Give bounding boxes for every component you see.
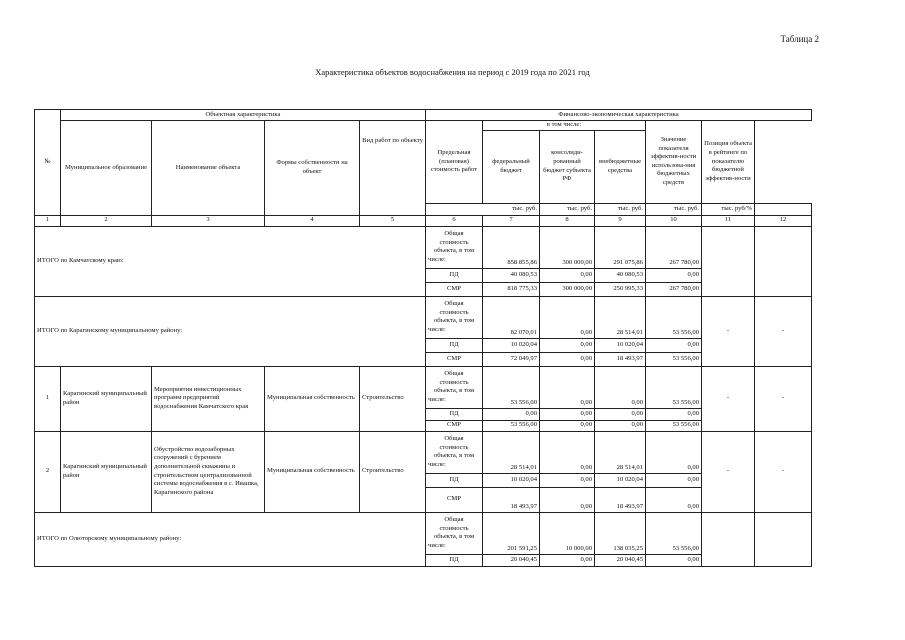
total-label: ИТОГО по Олюторскому муниципальному району: bbox=[35, 512, 426, 566]
value-cell: 0,00 bbox=[483, 408, 540, 420]
value-cell: 291 075,86 bbox=[595, 226, 646, 268]
value-cell: 10 020,04 bbox=[483, 473, 540, 487]
value-cell: 28 514,01 bbox=[595, 296, 646, 338]
value-cell: 10 020,04 bbox=[483, 338, 540, 352]
row-total-label: Общая стоимость объекта, в том числе: bbox=[426, 366, 483, 408]
unit-federal: тыс. руб. bbox=[540, 203, 595, 215]
value-cell: 138 035,25 bbox=[595, 512, 646, 554]
total-label: ИТОГО по Камчатскому краю: bbox=[35, 226, 426, 296]
position-cell: - bbox=[755, 366, 812, 431]
object-ownership: Муниципальная собственность bbox=[265, 431, 360, 512]
row-total-label: Общая стоимость объекта, в том числе: bbox=[426, 296, 483, 338]
unit-position bbox=[755, 203, 812, 215]
value-cell: 28 514,01 bbox=[595, 431, 646, 473]
row-smr-label: СМР bbox=[426, 487, 483, 512]
row-total-label: Общая стоимость объекта, в том числе: bbox=[426, 226, 483, 268]
row-pd-label: ПД bbox=[426, 338, 483, 352]
value-cell: 0,00 bbox=[540, 408, 595, 420]
header-cost: Предельная (плановая) стоимость работ bbox=[426, 121, 483, 204]
value-cell: 40 080,53 bbox=[483, 268, 540, 282]
header-object-name: Наименование объекта bbox=[152, 121, 265, 216]
table-row bbox=[35, 366, 812, 408]
col-number-8: 8 bbox=[540, 215, 595, 226]
header-consolidated: консолиди-рованный бюджет субъекта РФ bbox=[540, 130, 595, 203]
object-ownership: Муниципальная собственность bbox=[265, 366, 360, 431]
value-cell: 0,00 bbox=[540, 352, 595, 366]
value-cell: 53 556,00 bbox=[483, 366, 540, 408]
value-cell: 53 556,00 bbox=[646, 366, 702, 408]
value-cell: 0,00 bbox=[540, 338, 595, 352]
row-total-label: Общая стоимость объекта, в том числе: bbox=[426, 431, 483, 473]
value-cell: 18 493,97 bbox=[595, 487, 646, 512]
object-municipality: Карагинский муниципальный район bbox=[61, 366, 152, 431]
col-number-2: 2 bbox=[61, 215, 152, 226]
object-number: 1 bbox=[35, 366, 61, 431]
unit-extrabudget: тыс. руб. bbox=[646, 203, 702, 215]
efficiency-cell: - bbox=[702, 366, 755, 431]
header-work-type: Вид работ по объекту bbox=[360, 121, 426, 216]
object-work-type: Строительство bbox=[360, 366, 426, 431]
value-cell: 0,00 bbox=[540, 554, 595, 566]
efficiency-cell: - bbox=[702, 296, 755, 366]
unit-efficiency: тыс. руб/% bbox=[702, 203, 755, 215]
col-number-11: 11 bbox=[702, 215, 755, 226]
row-pd-label: ПД bbox=[426, 268, 483, 282]
header-federal: федеральный бюджет bbox=[483, 130, 540, 203]
header-finance-group: Финансово-экономическая характеристика bbox=[426, 110, 812, 121]
table-row bbox=[35, 512, 812, 554]
table-row bbox=[35, 226, 812, 268]
position-cell bbox=[755, 226, 812, 296]
total-label: ИТОГО по Карагинскому муниципальному району: bbox=[35, 296, 426, 366]
efficiency-cell bbox=[702, 226, 755, 296]
value-cell: 53 556,00 bbox=[646, 512, 702, 554]
value-cell: 267 780,00 bbox=[646, 226, 702, 268]
col-number-7: 7 bbox=[483, 215, 540, 226]
value-cell: 300 000,00 bbox=[540, 282, 595, 296]
row-pd-label: ПД bbox=[426, 408, 483, 420]
value-cell: 10 020,04 bbox=[595, 473, 646, 487]
value-cell: 0,00 bbox=[540, 420, 595, 431]
value-cell: 18 493,97 bbox=[595, 352, 646, 366]
row-total-label: Общая стоимость объекта, в том числе: bbox=[426, 512, 483, 554]
unit-consolidated: тыс. руб. bbox=[595, 203, 646, 215]
value-cell: 53 556,00 bbox=[646, 296, 702, 338]
value-cell: 0,00 bbox=[646, 338, 702, 352]
col-number-5: 5 bbox=[360, 215, 426, 226]
efficiency-cell bbox=[702, 512, 755, 566]
value-cell: 53 556,00 bbox=[483, 420, 540, 431]
value-cell: 0,00 bbox=[540, 431, 595, 473]
col-number-12: 12 bbox=[755, 215, 812, 226]
value-cell: 0,00 bbox=[595, 420, 646, 431]
value-cell: 0,00 bbox=[646, 473, 702, 487]
object-name: Мероприятия инвестиционных программ предприятий водоснабжения Камчатского края bbox=[152, 366, 265, 431]
col-number-4: 4 bbox=[265, 215, 360, 226]
col-number-9: 9 bbox=[595, 215, 646, 226]
value-cell: 82 070,01 bbox=[483, 296, 540, 338]
value-cell: 20 040,45 bbox=[483, 554, 540, 566]
value-cell: 300 000,00 bbox=[540, 226, 595, 268]
value-cell: 40 080,53 bbox=[595, 268, 646, 282]
efficiency-cell: - bbox=[702, 431, 755, 512]
value-cell: 0,00 bbox=[540, 268, 595, 282]
row-smr-label: СМР bbox=[426, 352, 483, 366]
table-row bbox=[35, 431, 812, 473]
header-extrabudget: внебюджетные средства bbox=[595, 130, 646, 203]
value-cell: 0,00 bbox=[540, 473, 595, 487]
value-cell: 0,00 bbox=[595, 366, 646, 408]
value-cell: 0,00 bbox=[540, 487, 595, 512]
col-number-1: 1 bbox=[35, 215, 61, 226]
header-including: в том числе: bbox=[483, 121, 646, 131]
value-cell: 18 493,97 bbox=[483, 487, 540, 512]
value-cell: 53 556,00 bbox=[646, 420, 702, 431]
object-municipality: Карагинский муниципальный район bbox=[61, 431, 152, 512]
col-number-10: 10 bbox=[646, 215, 702, 226]
position-cell bbox=[755, 512, 812, 566]
object-work-type: Строительство bbox=[360, 431, 426, 512]
row-smr-label: СМР bbox=[426, 282, 483, 296]
value-cell: 10 000,00 bbox=[540, 512, 595, 554]
value-cell: 28 514,01 bbox=[483, 431, 540, 473]
row-pd-label: ПД bbox=[426, 473, 483, 487]
value-cell: 0,00 bbox=[646, 554, 702, 566]
header-efficiency: Значение показателя эффектив-ности использова-ния бюджетных средств bbox=[646, 121, 702, 204]
value-cell: 0,00 bbox=[646, 487, 702, 512]
position-cell: - bbox=[755, 296, 812, 366]
value-cell: 250 995,33 bbox=[595, 282, 646, 296]
value-cell: 0,00 bbox=[595, 408, 646, 420]
header-municipality: Муниципальное образование bbox=[61, 121, 152, 216]
unit-cost: тыс. руб. bbox=[426, 203, 540, 215]
row-smr-label: СМР bbox=[426, 420, 483, 431]
value-cell: 10 020,04 bbox=[595, 338, 646, 352]
table-number: Таблица 2 bbox=[780, 34, 819, 44]
value-cell: 818 775,33 bbox=[483, 282, 540, 296]
value-cell: 0,00 bbox=[646, 408, 702, 420]
document-title: Характеристика объектов водоснабжения на период с 2019 года по 2021 год bbox=[315, 67, 590, 77]
water-supply-table bbox=[34, 109, 812, 567]
value-cell: 0,00 bbox=[646, 268, 702, 282]
table-row bbox=[35, 296, 812, 338]
position-cell: - bbox=[755, 431, 812, 512]
value-cell: 72 049,97 bbox=[483, 352, 540, 366]
object-name: Обустройство водозаборных сооружений с бурением дополнительной скважины и строительством централизованной системы водоснабжения в с. Ивашка, Карагинского района bbox=[152, 431, 265, 512]
value-cell: 201 591,25 bbox=[483, 512, 540, 554]
value-cell: 0,00 bbox=[540, 366, 595, 408]
object-number: 2 bbox=[35, 431, 61, 512]
col-number-6: 6 bbox=[426, 215, 483, 226]
value-cell: 0,00 bbox=[646, 431, 702, 473]
col-number-3: 3 bbox=[152, 215, 265, 226]
value-cell: 267 780,00 bbox=[646, 282, 702, 296]
header-num: № bbox=[35, 110, 61, 216]
value-cell: 20 040,45 bbox=[595, 554, 646, 566]
header-position: Позиция объекта в рейтинге по показателю бюджетной эффектив-ности bbox=[702, 121, 755, 204]
value-cell: 53 556,00 bbox=[646, 352, 702, 366]
header-object-group: Объектная характеристика bbox=[61, 110, 426, 121]
value-cell: 858 855,86 bbox=[483, 226, 540, 268]
header-ownership: Формы собственности на объект bbox=[265, 121, 360, 216]
value-cell: 0,00 bbox=[540, 296, 595, 338]
row-pd-label: ПД bbox=[426, 554, 483, 566]
